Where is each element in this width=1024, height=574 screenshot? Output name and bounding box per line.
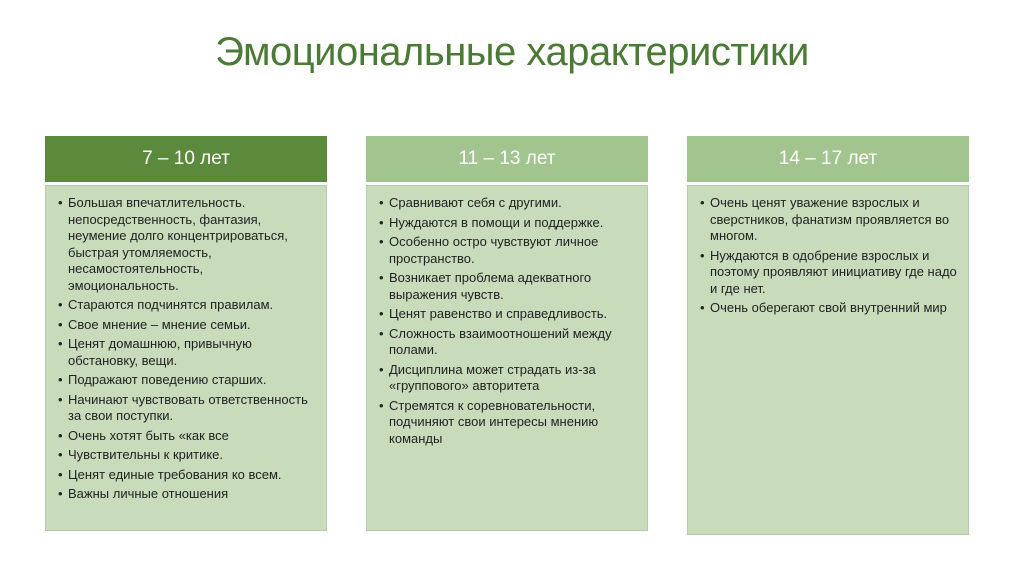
list-item: • Ценят равенство и справедливость. xyxy=(377,306,637,323)
bullet-list xyxy=(698,195,958,317)
page-title: Эмоциональные характеристики xyxy=(215,30,809,74)
list-item: • Свое мнение – мнение семьи. xyxy=(56,317,316,334)
list-item: • Большая впечатлительность. непосредственность, фантазия, неумение долго концентрироваться, быстрая утомляемость, несамостоятельность, эмоциональность. xyxy=(56,195,316,294)
column-heading: 14 – 17 лет xyxy=(687,136,969,182)
column-heading: 11 – 13 лет xyxy=(366,136,648,182)
list-item: • Сложность взаимоотношений между полами. xyxy=(377,326,637,359)
list-item: • Ценят домашнюю, привычную обстановку, вещи. xyxy=(56,336,316,369)
bullet-list xyxy=(56,195,316,503)
list-item: • Начинают чувствовать ответственность за свои поступки. xyxy=(56,392,316,425)
list-item: • Особенно остро чувствуют личное пространство. xyxy=(377,234,637,267)
list-item: • Подражают поведению старших. xyxy=(56,372,316,389)
column-14-17 xyxy=(687,136,969,535)
list-item: • Стремятся к соревновательности, подчиняют свои интересы мнению команды xyxy=(377,398,637,448)
column-body xyxy=(687,185,969,535)
list-item: • Ценят единые требования ко всем. xyxy=(56,467,316,484)
column-body xyxy=(45,185,327,531)
list-item: • Стараются подчинятся правилам. xyxy=(56,297,316,314)
list-item: • Дисциплина может страдать из-за «группового» авторитета xyxy=(377,362,637,395)
bullet-list xyxy=(377,195,637,447)
list-item: • Очень ценят уважение взрослых и сверстников, фанатизм проявляется во многом. xyxy=(698,195,958,245)
column-11-13 xyxy=(366,136,648,531)
list-item: • Очень оберегают свой внутренний мир xyxy=(698,300,958,317)
list-item: • Очень хотят быть «как все xyxy=(56,428,316,445)
list-item: • Чувствительны к критике. xyxy=(56,447,316,464)
list-item: • Нуждаются в помощи и поддержке. xyxy=(377,215,637,232)
list-item: • Важны личные отношения xyxy=(56,486,316,503)
list-item: • Сравнивают себя с другими. xyxy=(377,195,637,212)
list-item: • Нуждаются в одобрение взрослых и поэтому проявляют инициативу где надо и где нет. xyxy=(698,248,958,298)
column-body xyxy=(366,185,648,531)
column-heading: 7 – 10 лет xyxy=(45,136,327,182)
column-7-10 xyxy=(45,136,327,531)
list-item: • Возникает проблема адекватного выражения чувств. xyxy=(377,270,637,303)
